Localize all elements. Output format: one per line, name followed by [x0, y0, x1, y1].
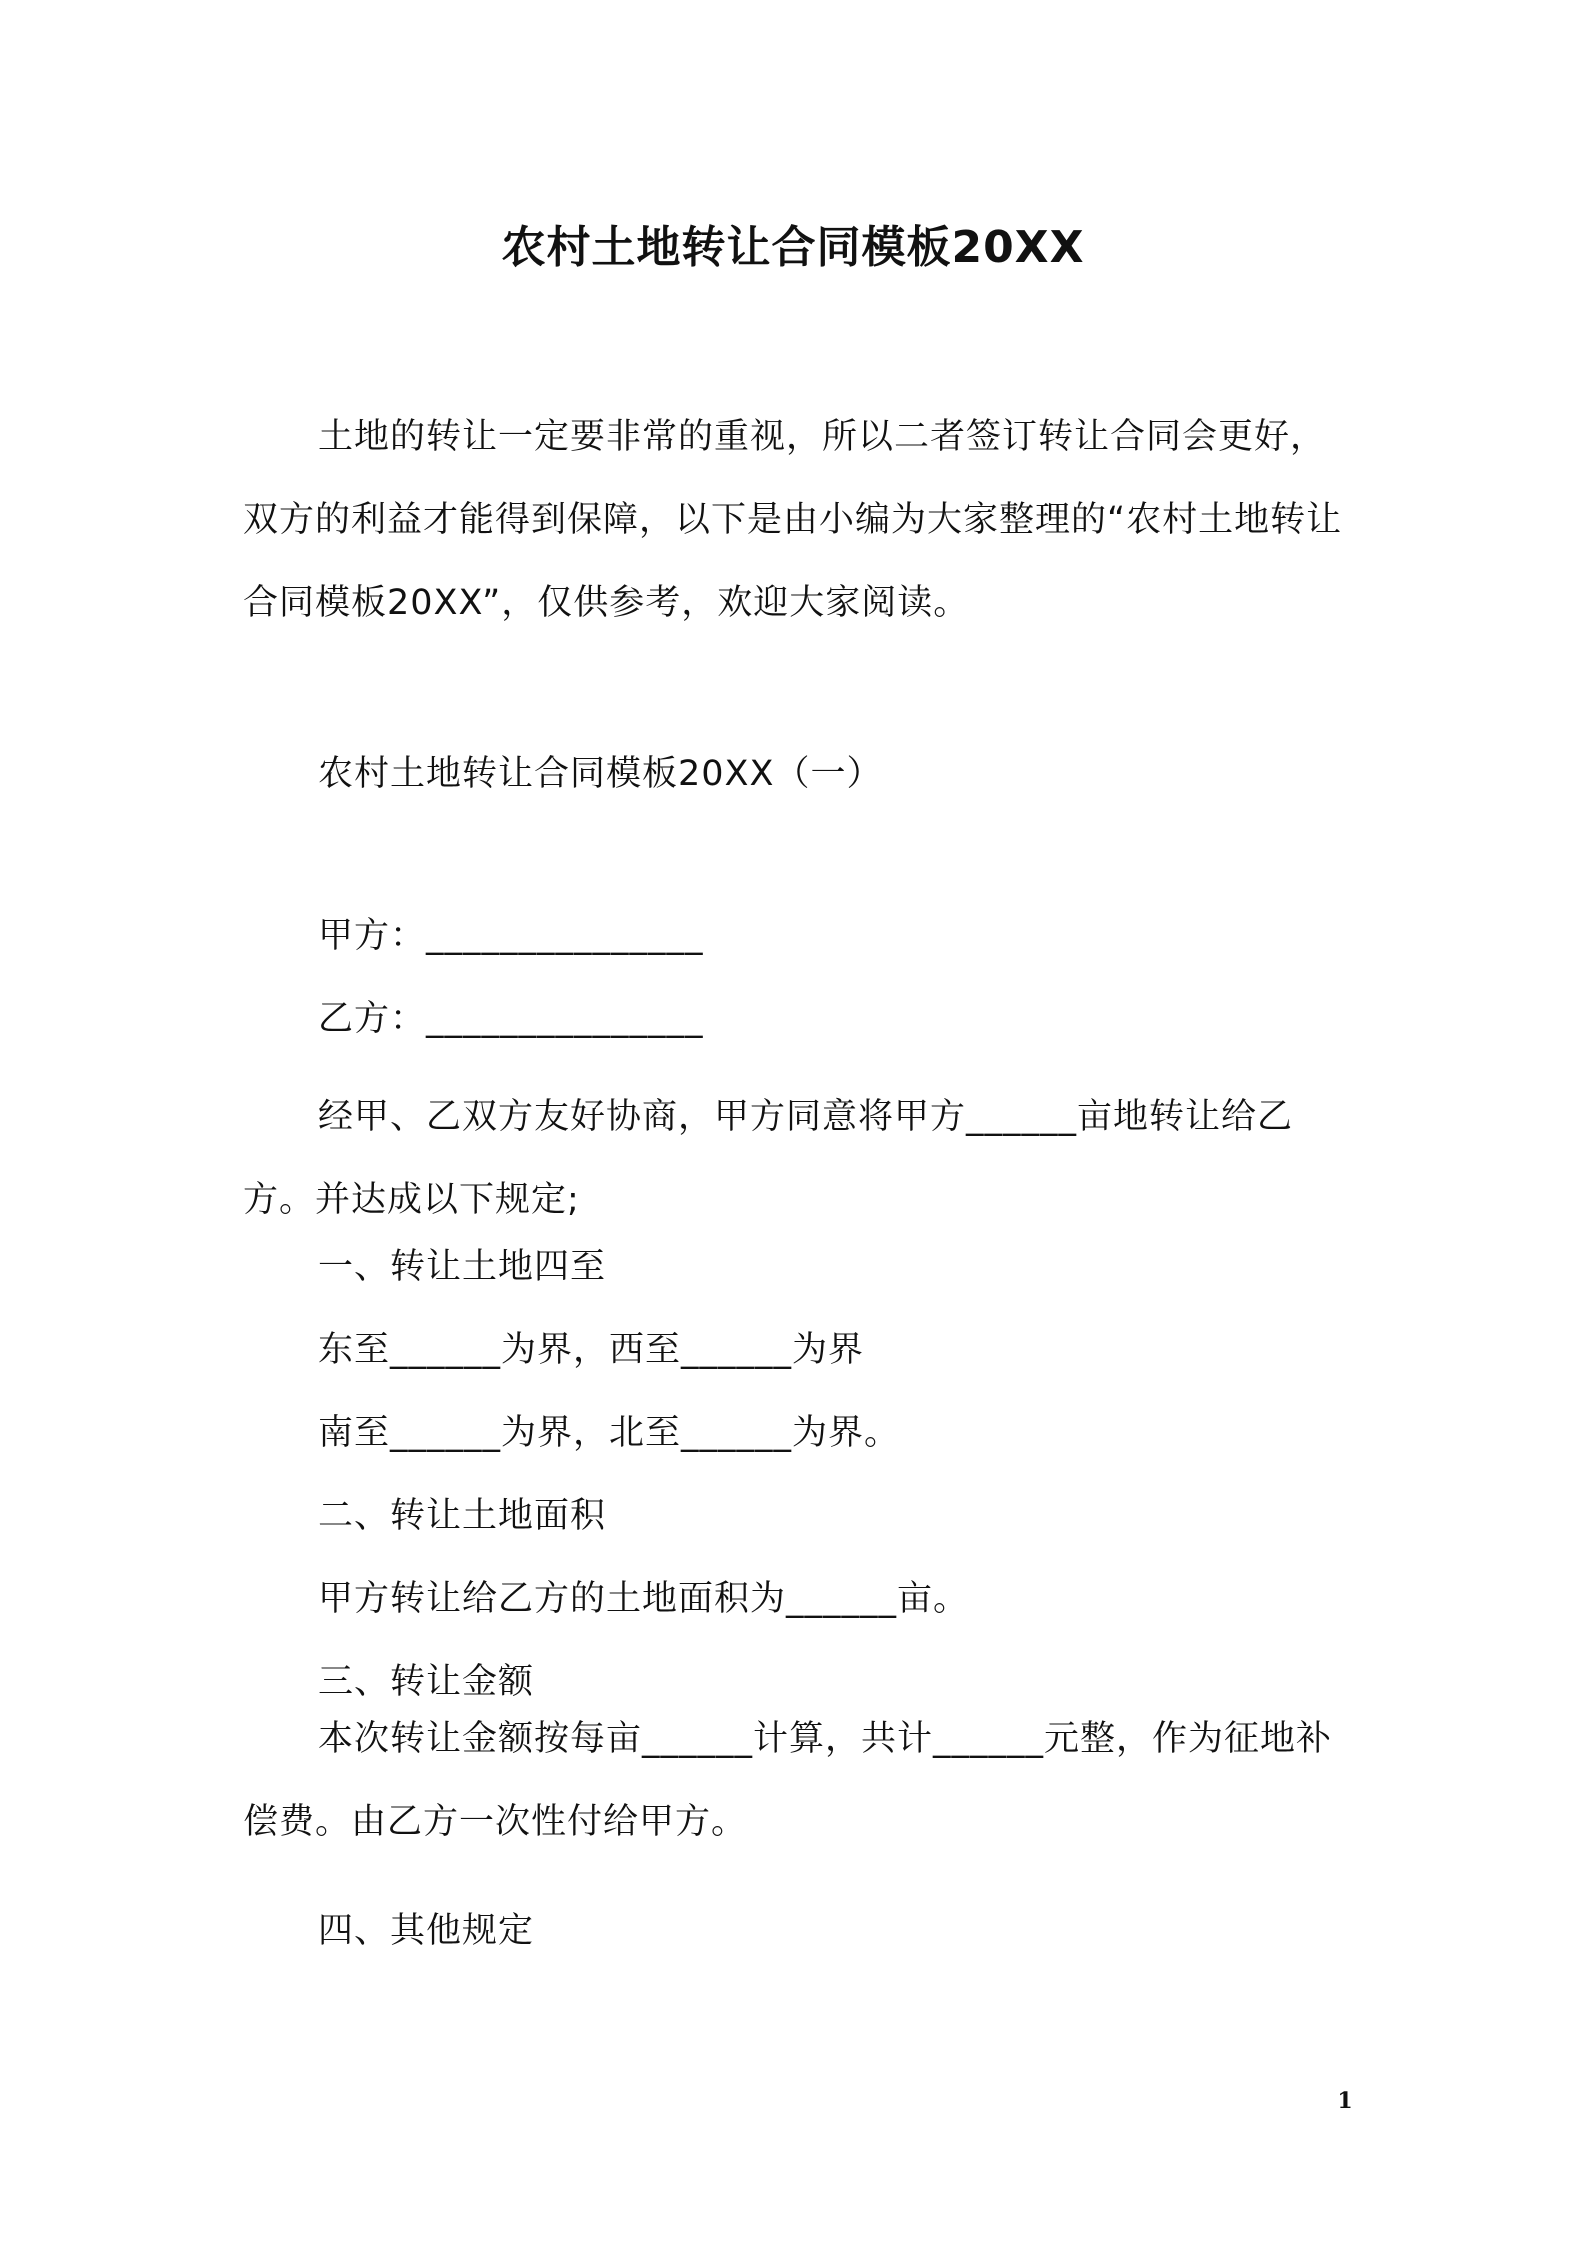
boundary-south-north: 南至______为界，北至______为界。: [318, 1413, 901, 1453]
amount-paragraph: 本次转让金额按每亩______计算，共计______元整，作为征地补偿费。由乙方一次性付给甲方。: [243, 1719, 1333, 1842]
party-b-line: 乙方：_______________: [318, 999, 704, 1039]
area-line: 甲方转让给乙方的土地面积为______亩。: [318, 1579, 970, 1619]
document-title: 农村土地转让合同模板20XX: [501, 222, 1085, 273]
section-title: 农村土地转让合同模板20XX（一）: [318, 754, 883, 794]
heading-other-rules: 四、其他规定: [318, 1911, 535, 1951]
heading-area: 二、转让土地面积: [318, 1496, 607, 1536]
agreement-paragraph: 经甲、乙双方友好协商，甲方同意将甲方______亩地转让给乙方。并达成以下规定;: [243, 1097, 1294, 1220]
party-a-line: 甲方：_______________: [318, 916, 704, 956]
intro-paragraph: 土地的转让一定要非常的重视，所以二者签订转让合同会更好，双方的利益才能得到保障，以下是由小编为大家整理的“农村土地转让合同模板20XX”，仅供参考，欢迎大家阅读。: [243, 417, 1343, 623]
heading-amount: 三、转让金额: [318, 1662, 535, 1702]
heading-boundaries: 一、转让土地四至: [318, 1247, 607, 1287]
page-number: 1: [1337, 2088, 1353, 2114]
boundary-east-west: 东至______为界，西至______为界: [318, 1330, 865, 1370]
